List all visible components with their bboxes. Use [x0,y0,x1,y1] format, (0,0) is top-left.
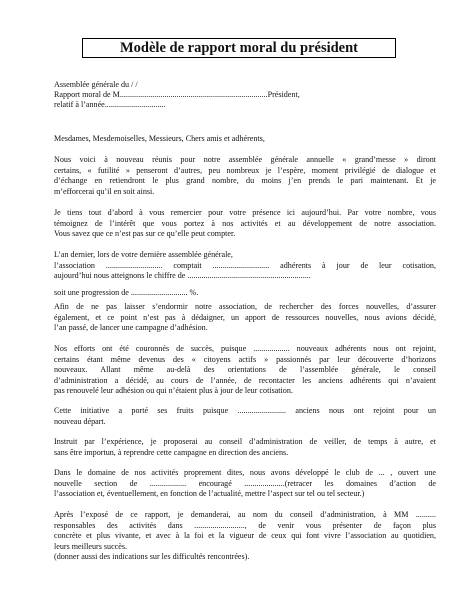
paragraph-campaign [54,302,436,334]
paragraph-line: Après l’exposé de ce rapport, je demanderai, au nom du conseil d’administration, à MM .......... [54,510,436,519]
paragraph-line: leurs meilleurs succès. [54,541,128,551]
header-report-year: relatif à l’année.............................. [54,100,166,109]
header-assembly-date: Assemblée générale du / / [54,80,138,89]
paragraph-line: Afin de ne pas laisser s’endormir notre association, de rechercher des forces nouvelles, d’assurer [54,302,436,311]
paragraph-line: concrète et plus vivante, et avec à la foi et la vigueur de ceux qui font vivre l’association au quotidien, [54,531,436,541]
paragraph-line: Dans le domaine de nos activités proprement dites, nous avons développé le club de ... , ouvert une [54,468,436,477]
paragraph-line: nouveau départ. [54,416,106,426]
paragraph-line: sans être importun, à reprendre cette campagne en direction des anciens. [54,447,289,457]
paragraph-line: l’an passé, de lancer une campagne d’adhésion. [54,323,208,333]
paragraph-intro [54,155,436,197]
paragraph-success [54,344,436,397]
paragraph-line: nouveaux. Allant même au-delà des orientations de l’assemblée générale, le conseil [54,365,436,375]
paragraph-line: pas renouvelé leur adhésion ou qui n’étaient plus à jour de leur cotisation. [54,386,293,396]
paragraph-line: (donner aussi des indications sur les difficultés rencontrées). [54,552,250,562]
paragraph-line: nouvelle section de .................. encouragé ....................(retracer les domaines d’action de [54,478,436,488]
paragraph-line: également, et ce point n’est pas à dédaigner, un apport de ressources nouvelles, nous avions décidé, [54,312,436,322]
paragraph-line: certains étant même devenus des « citoyens actifs » passionnés par leur découverte d’horizons [54,354,436,364]
paragraph-line: Instruit par l’expérience, je proposerai au conseil d’administration de veiller, de temps à autre, et [54,437,436,446]
paragraph-line: d’administration a décidé, au cours de l’année, de recontacter les anciens adhérents qui n’avaient [54,375,436,385]
paragraph-line: certains, « futilité » penseront d’autres, peu nombreux je l’espère, moment privilégié de dialogue et [54,165,436,175]
header-report-author: Rapport moral de M.........................................................................Président, [54,90,300,99]
paragraph-line: soit une progression de ............................ %. [54,287,199,297]
paragraph-line: aujourd’hui nous atteignons le chiffre de ............................................................. [54,271,311,281]
paragraph-line: Vous savez que ce n’est pas sur ce qu’elle peut compter. [54,229,236,239]
paragraph-line: responsables des activités dans ........................., de venir vous présenter de façon plus [54,520,436,530]
paragraph-closing [54,510,436,563]
paragraph-experience [54,437,436,458]
paragraph-line: d’échange en retiendront le plus grand nombre, du moins j’en prends le pari maintenant. Et je [54,176,436,186]
paragraph-line: Je tiens tout d’abord à vous remercier pour votre présence ici aujourd’hui. Par votre nombre, vous [54,208,436,217]
paragraph-membership-stats [54,250,436,298]
paragraph-line: l’association et, éventuellement, en fonction de l’actualité, mettre l’aspect sur tel ou tel secteur.) [54,489,365,499]
paragraph-initiative [54,406,436,427]
paragraph-line: l’association ............................ comptait ............................ adhérents à jour de leur cotisation, [54,260,436,270]
paragraph-line: témoignez de l’intérêt que vous portez à nos activités et au développement de notre association. [54,218,436,228]
paragraph-line: L’an dernier, lors de votre dernière assemblée générale, [54,250,233,259]
paragraph-line: Cette initiative a porté ses fruits puisque ........................ anciens nous ont rejoint pour un [54,406,436,415]
paragraph-line: Nos efforts ont été couronnés de succès, puisque .................. nouveaux adhérents nous ont rejoint, [54,344,436,353]
document-title: Modèle de rapport moral du président [82,38,396,58]
paragraph-thanks [54,208,436,240]
paragraph-line: Nous voici à nouveau réunis pour notre assemblée générale annuelle « grand’messe » diront [54,155,436,164]
paragraph-activities [54,468,436,500]
paragraph-line: m’efforcerai qu’il en soit ainsi. [54,186,155,196]
greeting: Mesdames, Mesdemoiselles, Messieurs, Chers amis et adhérents, [54,134,265,143]
